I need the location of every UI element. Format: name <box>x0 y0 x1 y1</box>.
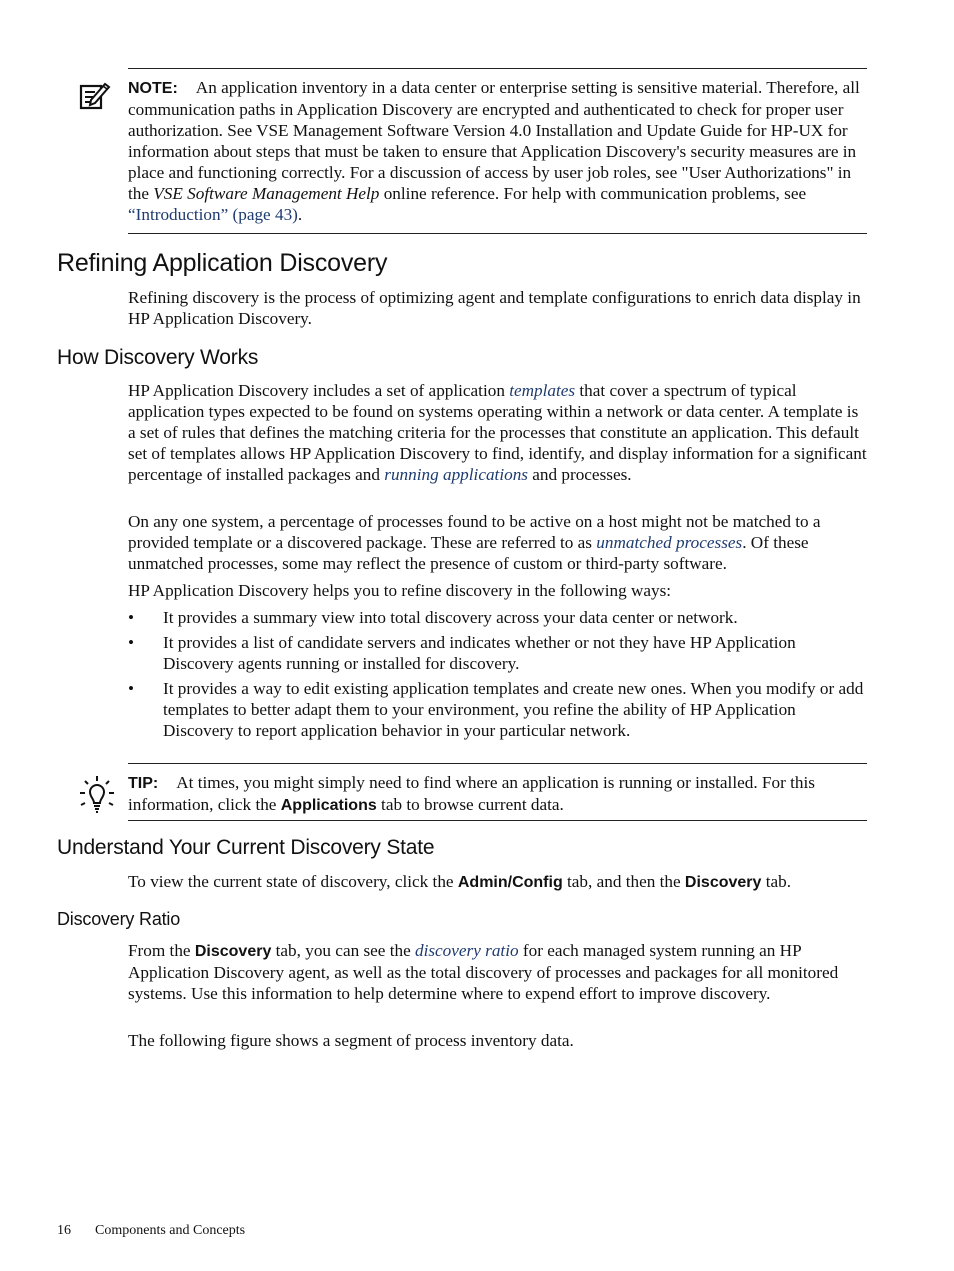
page-number: 16 <box>57 1223 71 1238</box>
list-item: • It provides a list of candidate servers and indicates whether or not they have HP Application Discovery agents running or installed for discovery. <box>128 632 867 674</box>
tip-box <box>128 772 867 816</box>
applications-tab-reference: Applications <box>280 797 377 814</box>
chapter-title: Components and Concepts <box>95 1223 246 1238</box>
discovery-state-paragraph: To view the current state of discovery, click the Admin/Config tab, and then the Discovery tab. <box>128 872 792 891</box>
how-works-paragraph-3: HP Application Discovery helps you to refine discovery in the following ways: <box>128 581 672 600</box>
admin-config-tab-reference: Admin/Config <box>457 874 563 891</box>
section-heading-how-discovery-works: How Discovery Works <box>57 346 259 369</box>
lightbulb-icon <box>79 775 115 815</box>
tip-label: TIP: <box>128 775 159 792</box>
running-applications-link[interactable]: running applications <box>384 465 528 484</box>
section-heading-discovery-state: Understand Your Current Discovery State <box>57 836 435 859</box>
introduction-link[interactable]: “Introduction” (page 43) <box>128 205 298 224</box>
page-footer <box>57 1222 245 1240</box>
discovery-ratio-link[interactable]: discovery ratio <box>415 941 519 960</box>
discovery-tab-reference: Discovery <box>684 874 762 891</box>
refine-ways-list <box>128 607 867 741</box>
note-label: NOTE: <box>128 80 178 97</box>
unmatched-processes-link[interactable]: unmatched processes <box>596 533 743 552</box>
discovery-tab-reference: Discovery <box>194 943 272 960</box>
tip-paragraph: TIP: At times, you might simply need to find where an application is running or installed. For this information, click the Applications tab to browse current data. <box>128 773 815 814</box>
discovery-ratio-paragraph-2: The following figure shows a segment of process inventory data. <box>128 1031 574 1050</box>
note-bottom-rule <box>128 233 867 234</box>
note-paragraph: NOTE: An application inventory in a data center or enterprise setting is sensitive material. Therefore, all communication paths in Application Discovery are encrypted and authenticated to check for proper user authorization. See VSE Management Software Version 4.0 Installation and Update Guide for HP-UX for information about steps that must be taken to ensure that Application Discovery's security measures are in place and functioning correctly. For a discussion of access by user job roles, see "User Authorizations" in the VSE Software Management Help online reference. For help with communication problems, see “Introduction” (page 43). <box>128 78 860 224</box>
note-box <box>128 77 867 225</box>
tip-bottom-rule <box>128 820 867 821</box>
how-works-paragraph-2: On any one system, a percentage of processes found to be active on a host might not be matched to a provided template or a discovered package. These are referred to as unmatched processes. Of these unmatched processes, some may reflect the presence of custom or third-party software. <box>128 512 821 573</box>
help-reference-title: VSE Software Management Help <box>153 184 380 203</box>
note-top-rule <box>128 68 867 69</box>
discovery-ratio-paragraph-1: From the Discovery tab, you can see the discovery ratio for each managed system running an HP Application Discovery agent, as well as the total discovery of processes and packages for all monitored systems. Use this information to help determine where to expend effort to improve discovery. <box>128 941 839 1003</box>
refining-intro: Refining discovery is the process of optimizing agent and template configurations to enrich data display in HP Application Discovery. <box>128 288 861 328</box>
list-item: • It provides a way to edit existing application templates and create new ones. When you modify or add templates to better adapt them to your environment, you refine the ability of HP Application Discovery to report application behavior in your particular network. <box>128 678 867 741</box>
section-heading-refining: Refining Application Discovery <box>57 249 388 277</box>
how-works-paragraph-1: HP Application Discovery includes a set of application templates that cover a spectrum of typical application types expected to be found on systems operating within a network or data center. A template is a set of rules that defines the matching criteria for the processes that constitute an application. This default set of templates allows HP Application Discovery to find, identify, and display information for a significant percentage of installed packages and running applications and processes. <box>128 381 867 484</box>
section-heading-discovery-ratio: Discovery Ratio <box>57 909 181 929</box>
note-pencil-icon <box>79 80 111 110</box>
tip-top-rule <box>128 763 867 764</box>
list-item: • It provides a summary view into total discovery across your data center or network. <box>128 607 867 628</box>
templates-link[interactable]: templates <box>509 381 576 400</box>
